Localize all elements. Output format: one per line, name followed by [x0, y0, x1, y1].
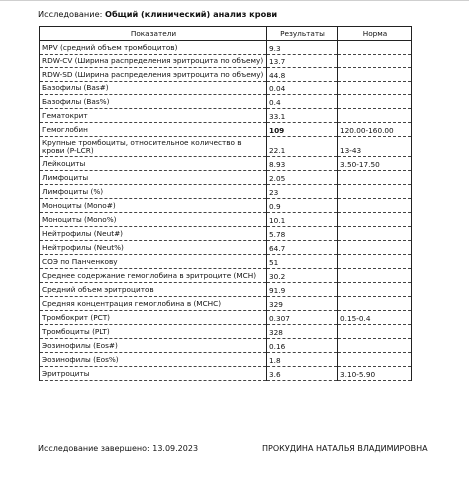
- result-value: 3.6: [267, 367, 338, 381]
- result-value: 22.1: [267, 137, 338, 157]
- parameter-name: Средний объем эритроцитов: [40, 283, 267, 297]
- parameter-name: RDW-CV (Ширина распределения эритроцита по объему): [40, 55, 267, 68]
- parameter-name: MPV (средний объем тромбоцитов): [40, 41, 267, 55]
- parameter-name: Лимфоциты (%): [40, 185, 267, 199]
- result-value: 64.7: [267, 241, 338, 255]
- parameter-name: Эозинофилы (Eos#): [40, 339, 267, 353]
- table-row: [40, 137, 412, 157]
- column-header-parameter: Показатели: [40, 27, 267, 41]
- result-value: 0.9: [267, 199, 338, 213]
- table-row: [40, 82, 412, 95]
- result-value: 9.3: [267, 41, 338, 55]
- table-row: [40, 68, 412, 82]
- table-row: [40, 241, 412, 255]
- parameter-name: СОЭ по Панченкову: [40, 255, 267, 269]
- study-prefix: Исследование:: [38, 9, 103, 19]
- norm-range: [338, 283, 412, 297]
- table-row: [40, 325, 412, 339]
- result-value: 13.7: [267, 55, 338, 68]
- result-value: 109: [267, 123, 338, 137]
- table-row: [40, 95, 412, 109]
- result-value: 0.04: [267, 82, 338, 95]
- norm-range: [338, 339, 412, 353]
- table-row: [40, 227, 412, 241]
- table-row: [40, 109, 412, 123]
- table-header-row: [40, 27, 412, 41]
- table-row: [40, 55, 412, 68]
- top-divider: [0, 0, 469, 5]
- norm-range: [338, 269, 412, 283]
- result-value: 8.93: [267, 157, 338, 171]
- result-value: 10.1: [267, 213, 338, 227]
- result-value: 33.1: [267, 109, 338, 123]
- norm-range: [338, 213, 412, 227]
- result-value: 0.16: [267, 339, 338, 353]
- study-title: [38, 9, 277, 19]
- norm-range: [338, 227, 412, 241]
- norm-range: [338, 55, 412, 68]
- parameter-name: Базофилы (Bas%): [40, 95, 267, 109]
- table-row: [40, 41, 412, 55]
- results-table: [39, 26, 412, 381]
- result-value: 91.9: [267, 283, 338, 297]
- study-name: Общий (клинический) анализ крови: [105, 9, 278, 19]
- completion-info: [38, 444, 198, 453]
- norm-range: 13-43: [338, 137, 412, 157]
- result-value: 51: [267, 255, 338, 269]
- table-row: [40, 185, 412, 199]
- parameter-name: Нейтрофилы (Neut%): [40, 241, 267, 255]
- parameter-name: Моноциты (Mono%): [40, 213, 267, 227]
- norm-range: [338, 82, 412, 95]
- table-row: [40, 269, 412, 283]
- table-row: [40, 297, 412, 311]
- result-value: 44.8: [267, 68, 338, 82]
- result-value: 0.4: [267, 95, 338, 109]
- completed-label: Исследование завершено:: [38, 444, 150, 453]
- result-value: 2.05: [267, 171, 338, 185]
- parameter-name: Гемоглобин: [40, 123, 267, 137]
- norm-range: 120.00-160.00: [338, 123, 412, 137]
- parameter-name: Нейтрофилы (Neut#): [40, 227, 267, 241]
- parameter-name: RDW-SD (Ширина распределения эритроцита по объему): [40, 68, 267, 82]
- norm-range: [338, 109, 412, 123]
- result-value: 328: [267, 325, 338, 339]
- norm-range: [338, 68, 412, 82]
- norm-range: [338, 95, 412, 109]
- norm-range: [338, 241, 412, 255]
- parameter-name: Гематокрит: [40, 109, 267, 123]
- result-value: 1.8: [267, 353, 338, 367]
- norm-range: [338, 171, 412, 185]
- table-row: [40, 199, 412, 213]
- table-row: [40, 255, 412, 269]
- table-row: [40, 157, 412, 171]
- parameter-name: Средняя концентрация гемоглобина в (MCHC): [40, 297, 267, 311]
- result-value: 0.307: [267, 311, 338, 325]
- norm-range: [338, 185, 412, 199]
- norm-range: 0.15-0.4: [338, 311, 412, 325]
- result-value: 30.2: [267, 269, 338, 283]
- norm-range: [338, 353, 412, 367]
- table-row: [40, 339, 412, 353]
- table-row: [40, 367, 412, 381]
- norm-range: [338, 325, 412, 339]
- table-row: [40, 311, 412, 325]
- parameter-name: Тромбокрит (PCT): [40, 311, 267, 325]
- parameter-name: Моноциты (Mono#): [40, 199, 267, 213]
- norm-range: [338, 41, 412, 55]
- parameter-name: Крупные тромбоциты, относительное количество в крови (P-LCR): [40, 137, 267, 157]
- norm-range: [338, 297, 412, 311]
- norm-range: [338, 255, 412, 269]
- table-row: [40, 213, 412, 227]
- column-header-norm: Норма: [338, 27, 412, 41]
- doctor-name: ПРОКУДИНА НАТАЛЬЯ ВЛАДИМИРОВНА: [262, 444, 428, 453]
- norm-range: [338, 199, 412, 213]
- result-value: 5.78: [267, 227, 338, 241]
- table-row: [40, 123, 412, 137]
- parameter-name: Лейкоциты: [40, 157, 267, 171]
- parameter-name: Лимфоциты: [40, 171, 267, 185]
- table-row: [40, 171, 412, 185]
- norm-range: 3.50-17.50: [338, 157, 412, 171]
- result-value: 23: [267, 185, 338, 199]
- result-value: 329: [267, 297, 338, 311]
- parameter-name: Эозинофилы (Eos%): [40, 353, 267, 367]
- parameter-name: Тромбоциты (PLT): [40, 325, 267, 339]
- table-row: [40, 353, 412, 367]
- parameter-name: Базофилы (Bas#): [40, 82, 267, 95]
- column-header-result: Результаты: [267, 27, 338, 41]
- completed-date: 13.09.2023: [152, 444, 199, 453]
- parameter-name: Среднее содержание гемоглобина в эритроците (MCH): [40, 269, 267, 283]
- parameter-name: Эритроциты: [40, 367, 267, 381]
- table-row: [40, 283, 412, 297]
- norm-range: 3.10-5.90: [338, 367, 412, 381]
